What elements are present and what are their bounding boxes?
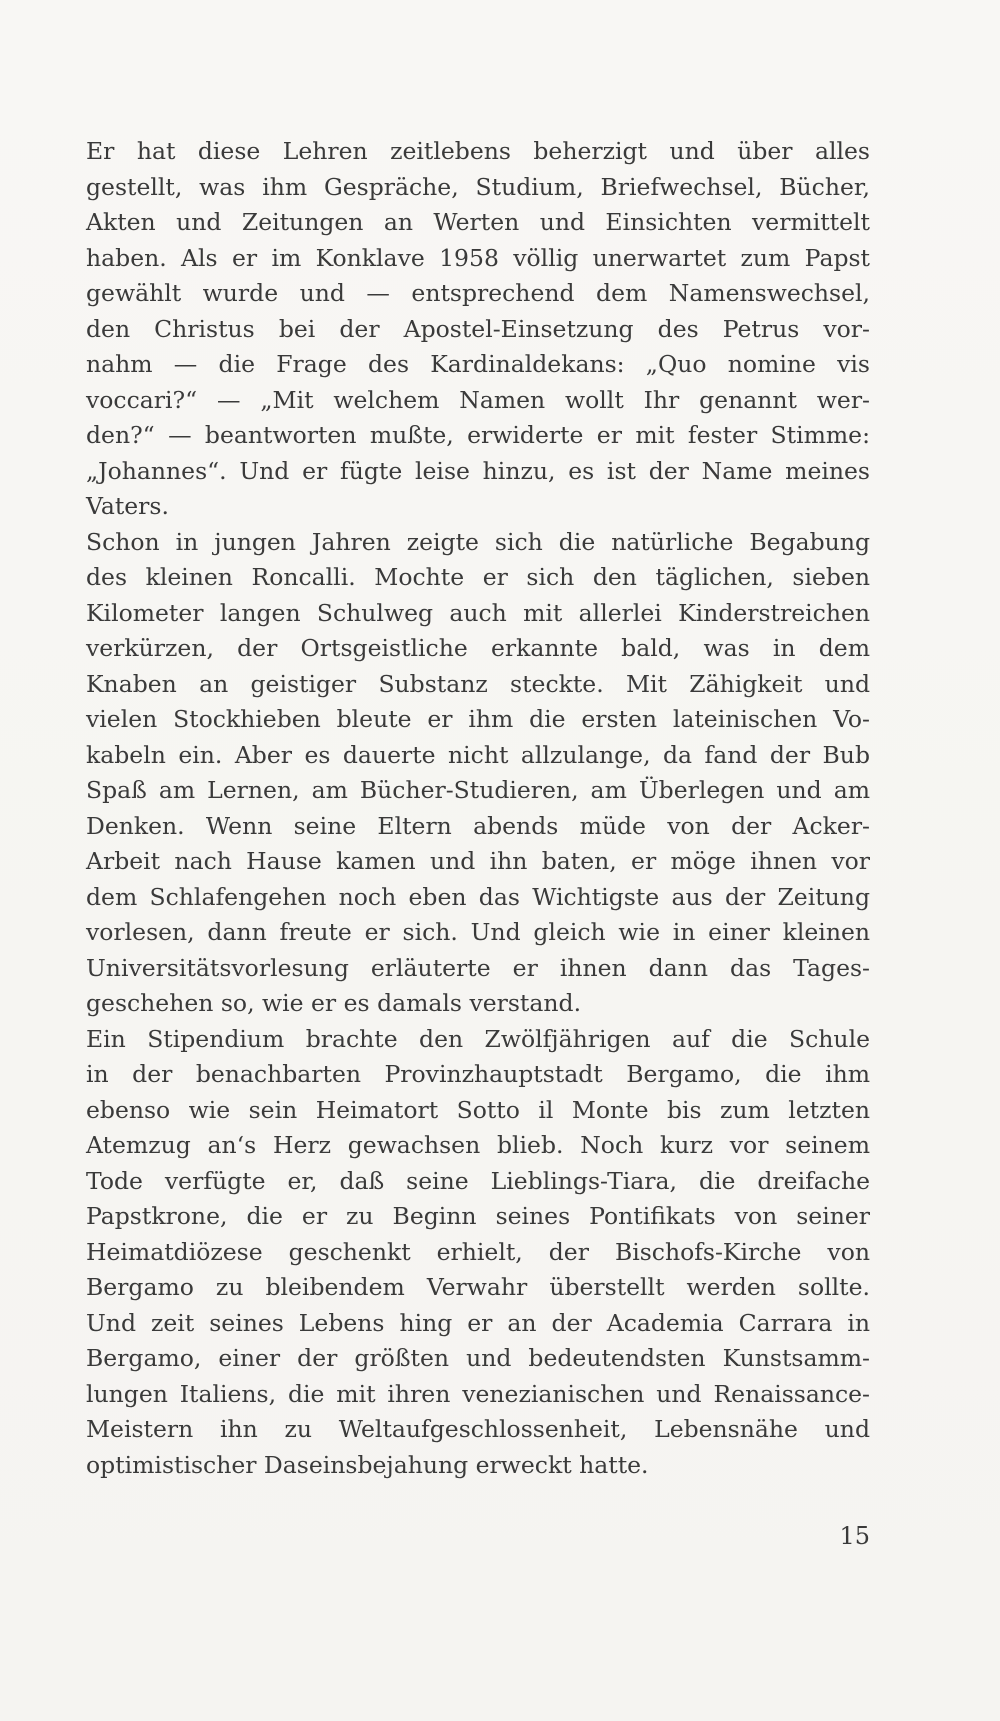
text-line: Schon in jungen Jahren zeigte sich die natürliche Begabung bbox=[86, 527, 870, 556]
text-line: Arbeit nach Hause kamen und ihn baten, er möge ihnen vor bbox=[86, 847, 870, 875]
text-line: Tode verfügte er, daß seine Lieblings-Tiara, die dreifache bbox=[86, 1166, 870, 1195]
text-line: den?“ — beantworten mußte, erwiderte er mit fester Stimme: bbox=[86, 421, 870, 449]
paragraph bbox=[86, 1022, 870, 1484]
text-line: Vaters. bbox=[86, 492, 169, 520]
text-line: haben. Als er im Konklave 1958 völlig unerwartet zum Papst bbox=[86, 243, 870, 272]
text-line: in der benachbarten Provinzhauptstadt Bergamo, die ihm bbox=[86, 1060, 870, 1088]
text-line: Kilometer langen Schulweg auch mit allerlei Kinderstreichen bbox=[86, 598, 870, 627]
text-line: vorlesen, dann freute er sich. Und gleich wie in einer kleinen bbox=[86, 918, 870, 946]
page-number: 15 bbox=[839, 1522, 870, 1550]
text-line: Universitätsvorlesung erläuterte er ihnen dann das Tages- bbox=[86, 953, 870, 982]
text-line: gewählt wurde und — entsprechend dem Namenswechsel, bbox=[86, 279, 870, 307]
text-line: Bergamo, einer der größten und bedeutendsten Kunstsamm- bbox=[86, 1344, 870, 1372]
text-line: den Christus bei der Apostel-Einsetzung des Petrus vor- bbox=[86, 314, 870, 343]
text-line: des kleinen Roncalli. Mochte er sich den täglichen, sieben bbox=[86, 563, 870, 591]
text-line: verkürzen, der Ortsgeistliche erkannte bald, was in dem bbox=[86, 634, 870, 662]
text-line: Spaß am Lernen, am Bücher-Studieren, am Überlegen und am bbox=[86, 776, 870, 804]
text-line: Papstkrone, die er zu Beginn seines Pontifikats von seiner bbox=[86, 1202, 870, 1230]
text-line: „Johannes“. Und er fügte leise hinzu, es ist der Name meines bbox=[86, 456, 870, 485]
text-line: Meistern ihn zu Weltaufgeschlossenheit, Lebensnähe und bbox=[86, 1415, 870, 1443]
body-text bbox=[86, 134, 870, 1483]
text-line: voccari?“ — „Mit welchem Namen wollt Ihr genannt wer- bbox=[86, 385, 870, 414]
text-line: Atemzug an‘s Herz gewachsen blieb. Noch kurz vor seinem bbox=[86, 1131, 870, 1159]
paragraph bbox=[86, 525, 870, 1022]
text-line: Akten und Zeitungen an Werten und Einsichten vermittelt bbox=[86, 208, 870, 236]
text-line: kabeln ein. Aber es dauerte nicht allzulange, da fand der Bub bbox=[86, 740, 870, 769]
text-line: Bergamo zu bleibendem Verwahr überstellt werden sollte. bbox=[86, 1273, 870, 1301]
text-line: ebenso wie sein Heimatort Sotto il Monte bis zum letzten bbox=[86, 1095, 870, 1124]
text-line: geschehen so, wie er es damals verstand. bbox=[86, 989, 582, 1017]
text-line: Ein Stipendium brachte den Zwölfjährigen auf die Schule bbox=[86, 1024, 870, 1053]
text-line: Knaben an geistiger Substanz steckte. Mit Zähigkeit und bbox=[86, 669, 870, 698]
text-line: vielen Stockhieben bleute er ihm die ersten lateinischen Vo- bbox=[86, 705, 870, 733]
text-line: optimistischer Daseinsbejahung erweckt hatte. bbox=[86, 1450, 649, 1479]
text-line: lungen Italiens, die mit ihren venezianischen und Renaissance- bbox=[86, 1379, 870, 1408]
text-line: gestellt, was ihm Gespräche, Studium, Briefwechsel, Bücher, bbox=[86, 172, 870, 201]
text-line: Heimatdiözese geschenkt erhielt, der Bischofs-Kirche von bbox=[86, 1237, 870, 1266]
text-line: nahm — die Frage des Kardinaldekans: „Quo nomine vis bbox=[86, 350, 870, 378]
text-line: dem Schlafengehen noch eben das Wichtigste aus der Zeitung bbox=[86, 882, 870, 911]
text-line: Und zeit seines Lebens hing er an der Academia Carrara in bbox=[86, 1308, 870, 1337]
text-line: Denken. Wenn seine Eltern abends müde von der Acker- bbox=[86, 811, 870, 840]
paragraph bbox=[86, 134, 870, 525]
text-line: Er hat diese Lehren zeitlebens beherzigt und über alles bbox=[86, 137, 870, 165]
